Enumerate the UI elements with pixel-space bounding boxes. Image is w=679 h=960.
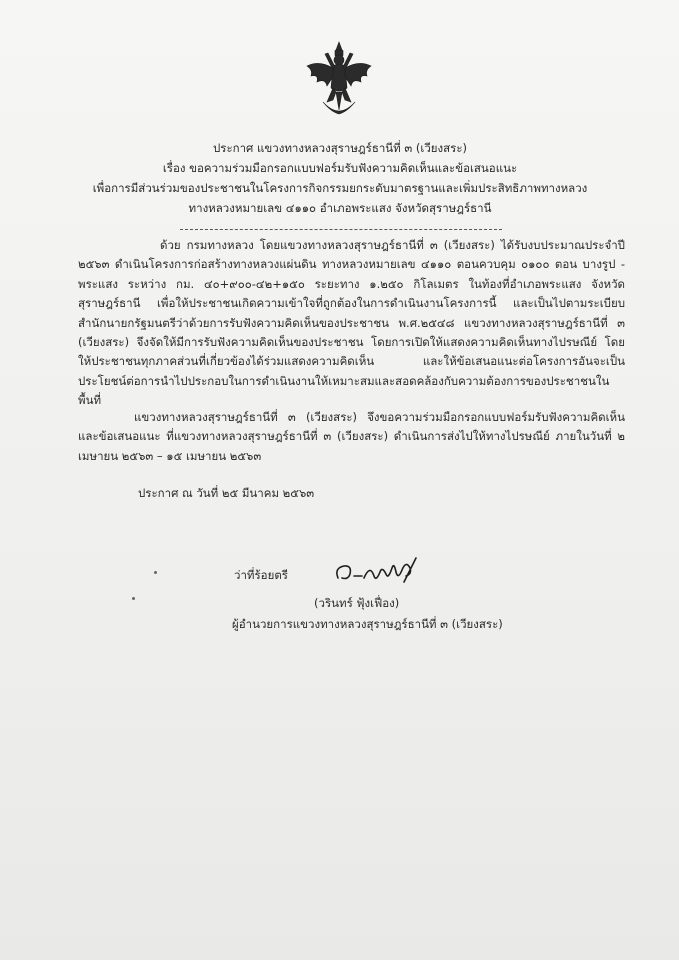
announcement-date: ประกาศ ณ วันที่ ๒๕ มีนาคม ๒๕๖๓	[138, 486, 315, 500]
body-paragraph-1: ด้วย กรมทางหลวง โดยแขวงทางหลวงสุราษฎร์ธานีที่ ๓ (เวียงสระ) ได้รับงบประมาณประจำปี ๒๕๖๓ ดำเนินโครงการก่อสร้างทางหลวงแผ่นดิน ทางหลวงหมายเลข ๔๑๑๐ ตอนควบคุม ๐๑๐๐ ตอน บางรูป - พระแสง ระหว่าง กม. ๔๐+๙๐๐-๔๒+๑๕๐ ระยะทาง ๑.๒๕๐ กิโลเมตร ในท้องที่อำเภอพระแสง จังหวัดสุราษฎร์ธานี เพื่อให้ประชาชนเกิดความเข้าใจที่ถูกต้องในการดำเนินงานโครงการนี้ และเป็นไปตามระเบียบสำนักนายกรัฐมนตรีว่าด้วยการรับฟังความคิดเห็นของประชาชน พ.ศ.๒๕๔๘ แขวงทางหลวงสุราษฎร์ธานีที่ ๓ (เวียงสระ) จึงจัดให้มีการรับฟังความคิดเห็นของประชาชน โดยการเปิดให้แสดงความคิดเห็นทางไปรษณีย์ โดยให้ประชาชนทุกภาคส่วนที่เกี่ยวข้องได้ร่วมแสดงความคิดเห็น และให้ข้อเสนอแนะต่อโครงการอันจะเป็นประโยชน์ต่อการนำไปประกอบในการดำเนินงานให้เหมาะสมและสอดคล้องกับความต้องการของประชาชนในพื้นที่	[78, 238, 625, 408]
paper-speck	[132, 597, 135, 600]
paper-speck	[154, 571, 157, 574]
body-paragraph-2: แขวงทางหลวงสุราษฎร์ธานีที่ ๓ (เวียงสระ) จึงขอความร่วมมือกรอกแบบฟอร์มรับฟังความคิดเห็นและข้อเสนอแนะ ที่แขวงทางหลวงสุราษฎร์ธานีที่ ๓ (เวียงสระ) ดำเนินการส่งไปให้ทางไปรษณีย์ ภายในวันที่ ๒ เมษายน ๒๕๖๓ – ๑๕ เมษายน ๒๕๖๓	[78, 410, 625, 463]
handwritten-signature	[330, 552, 422, 592]
signer-rank: ว่าที่ร้อยตรี	[234, 568, 288, 582]
announcement-subject-line3: ทางหลวงหมายเลข ๔๑๑๐ อำเภอพระแสง จังหวัดสุราษฎร์ธานี	[188, 201, 492, 215]
signer-title: ผู้อำนวยการแขวงทางหลวงสุราษฎร์ธานีที่ ๓ (เวียงสระ)	[232, 617, 503, 631]
header-divider	[180, 229, 502, 230]
announcement-subject: เรื่อง ขอความร่วมมือกรอกแบบฟอร์มรับฟังความคิดเห็นและข้อเสนอแนะ	[162, 161, 518, 175]
announcement-subject-line2: เพื่อการมีส่วนร่วมของประชาชนในโครงการกิจกรรมยกระดับมาตรฐานและเพิ่มประสิทธิภาพทางหลวง	[92, 181, 588, 195]
announcement-title: ประกาศ แขวงทางหลวงสุราษฎร์ธานีที่ ๓ (เวียงสระ)	[212, 141, 468, 155]
garuda-emblem-icon	[303, 40, 375, 122]
signer-name: (วรินทร์ ฟุ้งเฟื่อง)	[314, 596, 400, 610]
